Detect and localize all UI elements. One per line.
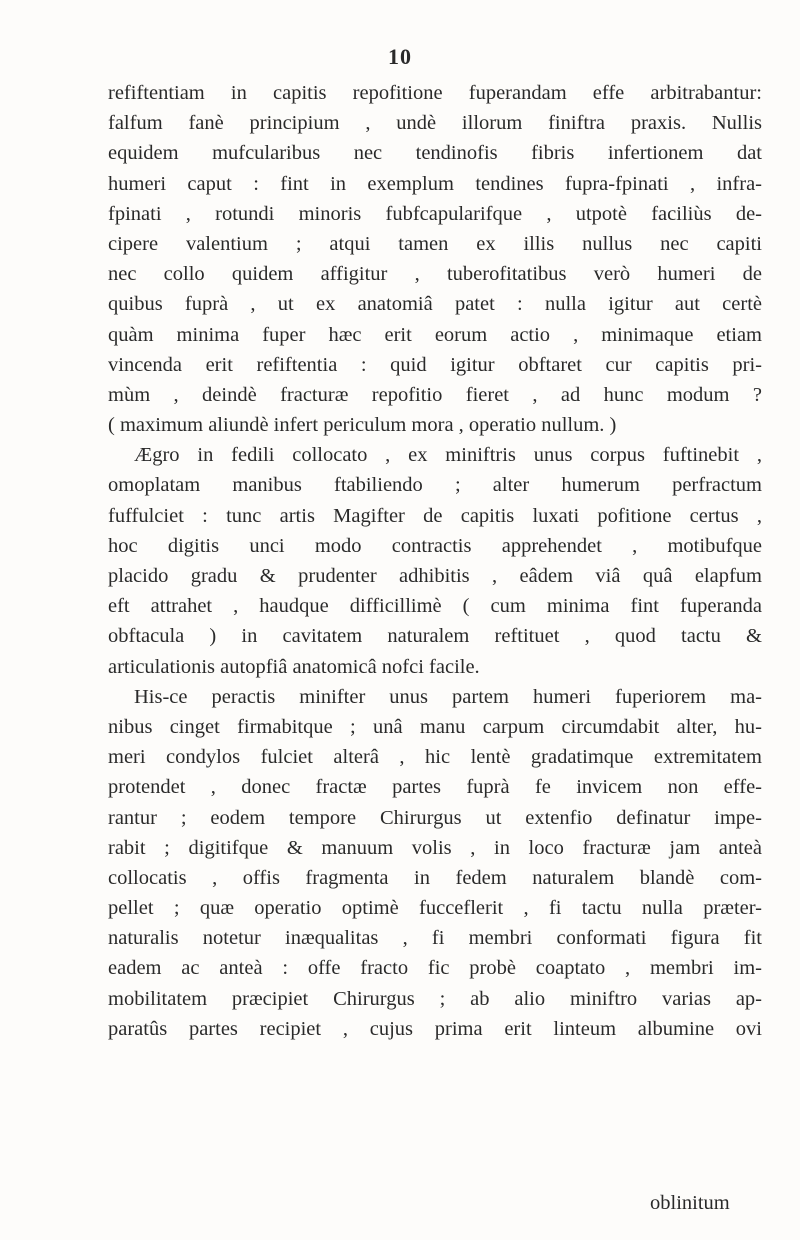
text-line: rabit ; digitifque & manuum volis , in loco fracturæ jam anteà	[108, 836, 762, 859]
text-line: fuffulciet : tunc artis Magifter de capitis luxati pofitione certus ,	[108, 504, 762, 527]
text-line: collocatis , offis fragmenta in fedem naturalem blandè com-	[108, 866, 762, 889]
body-text	[108, 78, 762, 1044]
text-line: rantur ; eodem tempore Chirurgus ut extenfio definatur impe-	[108, 806, 762, 829]
text-line: ( maximum aliundè infert periculum mora , operatio nullum. )	[108, 414, 617, 437]
text-line: omoplatam manibus ftabiliendo ; alter humerum perfractum	[108, 474, 762, 497]
text-line: protendet , donec fractæ partes fuprà fe invicem non effe-	[108, 776, 762, 799]
text-line: meri condylos fulciet alterâ , hic lentè gradatimque extremitatem	[108, 746, 762, 769]
text-line: nibus cinget firmabitque ; unâ manu carpum circumdabit alter, hu-	[108, 715, 762, 738]
page-number: 10	[388, 44, 412, 69]
text-line: mùm , deindè fracturæ repofitio fieret , ad hunc modum ?	[108, 383, 762, 406]
text-line: equidem mufcularibus nec tendinofis fibris infertionem dat	[108, 142, 762, 165]
text-line: placido gradu & prudenter adhibitis , eâdem viâ quâ elapfum	[108, 565, 762, 587]
text-line: falfum fanè principium , undè illorum finiftra praxis. Nullis	[108, 112, 762, 135]
text-line: humeri caput : fint in exemplum tendines fupra-fpinati , infra-	[108, 172, 762, 195]
text-line: quàm minima fuper hæc erit eorum actio , minimaque etiam	[108, 323, 762, 346]
text-line: naturalis notetur inæqualitas , fi membri conformati figura fit	[108, 927, 762, 950]
text-line: quibus fuprà , ut ex anatomiâ patet : nulla igitur aut certè	[108, 293, 762, 316]
text-line: paratûs partes recipiet , cujus prima erit linteum albumine ovi	[108, 1017, 762, 1040]
text-line: vincenda erit refiftentia : quid igitur obftaret cur capitis pri-	[108, 353, 762, 376]
text-line: eft attrahet , haudque difficillimè ( cum minima fint fuperanda	[108, 595, 762, 618]
text-line: obftacula ) in cavitatem naturalem reftituet , quod tactu &	[108, 625, 762, 648]
text-line: fpinati , rotundi minoris fubfcapularifque , utpotè faciliùs de-	[108, 202, 762, 225]
text-line: hoc digitis unci modo contractis apprehendet , motibufque	[108, 534, 762, 557]
text-line: Ægro in fedili collocato , ex miniftris unus corpus fuftinebit ,	[134, 444, 762, 467]
text-line: mobilitatem præcipiet Chirurgus ; ab alio miniftro varias ap-	[108, 987, 762, 1010]
text-line: His-ce peractis minifter unus partem humeri fuperiorem ma-	[134, 685, 762, 708]
text-line: articulationis autopfiâ anatomicâ nofci facile.	[108, 655, 480, 678]
text-line: refiftentiam in capitis repofitione fuperandam effe arbitrabantur:	[108, 82, 762, 104]
text-line: eadem ac anteà : offe fracto fic probè coaptato , membri im-	[108, 957, 762, 980]
text-line: pellet ; quæ operatio optimè fucceflerit , fi tactu nulla præter-	[108, 897, 762, 920]
text-line: cipere valentium ; atqui tamen ex illis nullus nec capiti	[108, 232, 762, 255]
text-line: nec collo quidem affigitur , tuberofitatibus verò humeri de	[108, 263, 762, 286]
catchword: oblinitum	[650, 1192, 730, 1214]
